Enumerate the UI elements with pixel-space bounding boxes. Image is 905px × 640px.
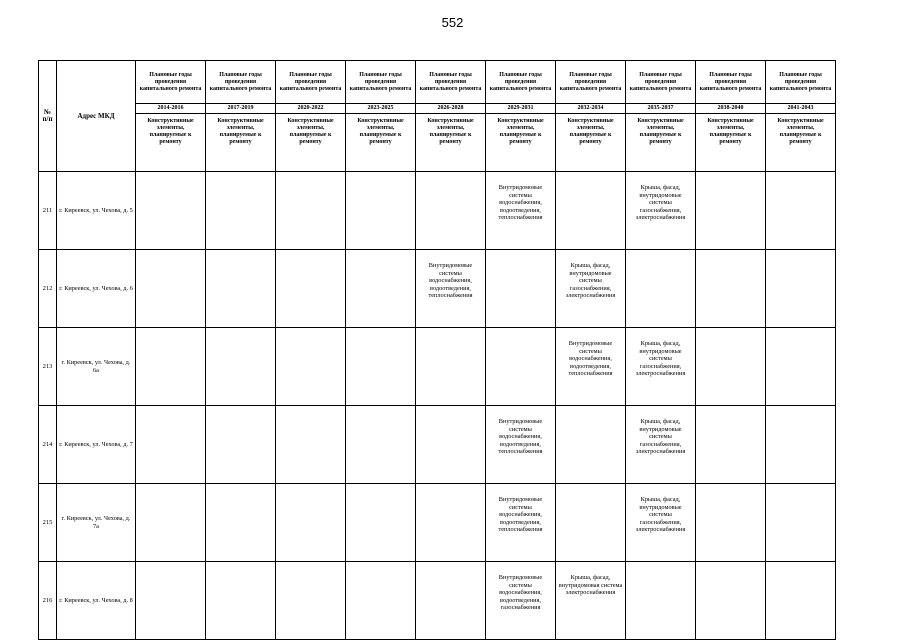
repair-elements-cell: [346, 328, 416, 406]
repair-elements-cell: [206, 250, 276, 328]
header-elements: Конструктивные элементы, планируемые к ремонту: [346, 114, 416, 172]
row-address: г. Киреевск, ул. Чехова, д. 5: [57, 172, 136, 250]
header-period-title: Плановые годы проведения капитального ремонта: [416, 61, 486, 104]
repair-elements-cell: [416, 328, 486, 406]
header-period-title: Плановые годы проведения капитального ремонта: [626, 61, 696, 104]
repair-elements-cell: [206, 172, 276, 250]
repair-elements-cell: Крыша, фасад, внутридомовые системы газоснабжения, электроснабжения: [626, 484, 696, 562]
header-address: Адрес МКД: [57, 61, 136, 172]
repair-elements-cell: Крыша, фасад, внутридомовые системы газоснабжения, электроснабжения: [556, 250, 626, 328]
table-row: [39, 484, 836, 562]
repair-elements-cell: [556, 406, 626, 484]
repair-elements-cell: [626, 562, 696, 640]
header-years: 2026-2028: [416, 104, 486, 114]
header-elements: Конструктивные элементы, планируемые к ремонту: [416, 114, 486, 172]
repair-elements-cell: [276, 484, 346, 562]
header-num: № п/п: [39, 61, 57, 172]
header-period-title: Плановые годы проведения капитального ремонта: [276, 61, 346, 104]
repair-elements-cell: [416, 484, 486, 562]
repair-elements-cell: [766, 406, 836, 484]
repair-elements-cell: Внутридомовые системы водоснабжения, водоотведения, теплоснабжения: [416, 250, 486, 328]
row-number: 211: [39, 172, 57, 250]
repair-elements-cell: [136, 172, 206, 250]
repair-elements-cell: [276, 172, 346, 250]
header-title-row: [39, 61, 836, 104]
repair-elements-cell: [276, 250, 346, 328]
header-elements: Конструктивные элементы, планируемые к ремонту: [486, 114, 556, 172]
repair-elements-cell: [556, 484, 626, 562]
repair-elements-cell: [696, 328, 766, 406]
repair-elements-cell: Внутридомовые системы водоснабжения, водоотведения, газоснабжения: [486, 562, 556, 640]
header-period-title: Плановые годы проведения капитального ремонта: [206, 61, 276, 104]
repair-elements-cell: [416, 172, 486, 250]
repair-elements-cell: Крыша, фасад, внутридомовые системы газоснабжения, электроснабжения: [626, 406, 696, 484]
header-years-row: [39, 104, 836, 114]
repair-elements-cell: [136, 406, 206, 484]
repair-elements-cell: [696, 250, 766, 328]
repair-elements-cell: [416, 562, 486, 640]
repair-elements-cell: Крыша, фасад, внутридомовая система электроснабжения: [556, 562, 626, 640]
header-period-title: Плановые годы проведения капитального ремонта: [136, 61, 206, 104]
repair-elements-cell: [346, 406, 416, 484]
repair-elements-cell: [766, 250, 836, 328]
repair-elements-cell: [346, 562, 416, 640]
repair-elements-cell: [206, 484, 276, 562]
table-row: [39, 406, 836, 484]
repair-elements-cell: [136, 328, 206, 406]
header-elements: Конструктивные элементы, планируемые к ремонту: [206, 114, 276, 172]
table-body: [39, 172, 836, 640]
table-row: [39, 328, 836, 406]
repair-elements-cell: [696, 484, 766, 562]
repair-elements-cell: [766, 328, 836, 406]
header-elements-row: [39, 114, 836, 172]
header-years: 2023-2025: [346, 104, 416, 114]
row-number: 212: [39, 250, 57, 328]
repair-elements-cell: [626, 250, 696, 328]
row-address: г. Киреевск, ул. Чехова, д. 7а: [57, 484, 136, 562]
header-elements: Конструктивные элементы, планируемые к ремонту: [136, 114, 206, 172]
repair-elements-cell: Внутридомовые системы водоснабжения, водоотведения, теплоснабжения: [486, 484, 556, 562]
repair-elements-cell: [346, 250, 416, 328]
header-elements: Конструктивные элементы, планируемые к ремонту: [696, 114, 766, 172]
repair-elements-cell: [556, 172, 626, 250]
row-number: 215: [39, 484, 57, 562]
header-years: 2029-2031: [486, 104, 556, 114]
repair-elements-cell: Крыша, фасад, внутридомовые системы газоснабжения, электроснабжения: [626, 328, 696, 406]
header-years: 2014-2016: [136, 104, 206, 114]
header-period-title: Плановые годы проведения капитального ремонта: [556, 61, 626, 104]
header-years: 2020-2022: [276, 104, 346, 114]
repair-elements-cell: [276, 406, 346, 484]
repair-elements-cell: Внутридомовые системы водоснабжения, водоотведения, теплоснабжения: [486, 406, 556, 484]
repair-elements-cell: [696, 562, 766, 640]
header-elements: Конструктивные элементы, планируемые к ремонту: [556, 114, 626, 172]
repair-elements-cell: Внутридомовые системы водоснабжения, водоотведения, теплоснабжения: [486, 172, 556, 250]
header-period-title: Плановые годы проведения капитального ремонта: [346, 61, 416, 104]
row-address: г. Киреевск, ул. Чехова, д. 6: [57, 250, 136, 328]
row-address: г. Киреевск, ул. Чехова, д. 8: [57, 562, 136, 640]
repair-elements-cell: [766, 562, 836, 640]
repair-elements-cell: [136, 562, 206, 640]
header-elements: Конструктивные элементы, планируемые к ремонту: [626, 114, 696, 172]
repair-elements-cell: [766, 172, 836, 250]
repair-elements-cell: [346, 172, 416, 250]
repair-elements-cell: [696, 406, 766, 484]
repair-elements-cell: [136, 250, 206, 328]
repair-elements-cell: [346, 484, 416, 562]
repair-elements-cell: [206, 562, 276, 640]
repair-elements-cell: Крыша, фасад, внутридомовые системы газоснабжения, электроснабжения: [626, 172, 696, 250]
header-years: 2032-2034: [556, 104, 626, 114]
repair-elements-cell: [486, 250, 556, 328]
repair-elements-cell: [766, 484, 836, 562]
header-period-title: Плановые годы проведения капитального ремонта: [486, 61, 556, 104]
repair-elements-cell: [696, 172, 766, 250]
table-row: [39, 172, 836, 250]
header-years: 2038-2040: [696, 104, 766, 114]
repair-elements-cell: [416, 406, 486, 484]
repair-schedule-table: [38, 60, 836, 640]
header-elements: Конструктивные элементы, планируемые к ремонту: [766, 114, 836, 172]
repair-elements-cell: Внутридомовые системы водоснабжения, водоотведения, теплоснабжения: [556, 328, 626, 406]
repair-elements-cell: [206, 406, 276, 484]
header-period-title: Плановые годы проведения капитального ремонта: [766, 61, 836, 104]
row-address: г. Киреевск, ул. Чехова, д. 6а: [57, 328, 136, 406]
row-number: 213: [39, 328, 57, 406]
repair-elements-cell: [276, 562, 346, 640]
repair-elements-cell: [276, 328, 346, 406]
repair-elements-cell: [486, 328, 556, 406]
repair-elements-cell: [136, 484, 206, 562]
page-number: 552: [441, 15, 464, 30]
header-years: 2017-2019: [206, 104, 276, 114]
header-period-title: Плановые годы проведения капитального ремонта: [696, 61, 766, 104]
header-elements: Конструктивные элементы, планируемые к ремонту: [276, 114, 346, 172]
table-row: [39, 250, 836, 328]
row-number: 214: [39, 406, 57, 484]
row-number: 216: [39, 562, 57, 640]
header-years: 2035-2037: [626, 104, 696, 114]
repair-elements-cell: [206, 328, 276, 406]
row-address: г. Киреевск, ул. Чехова, д. 7: [57, 406, 136, 484]
header-years: 2041-2043: [766, 104, 836, 114]
table-row: [39, 562, 836, 640]
